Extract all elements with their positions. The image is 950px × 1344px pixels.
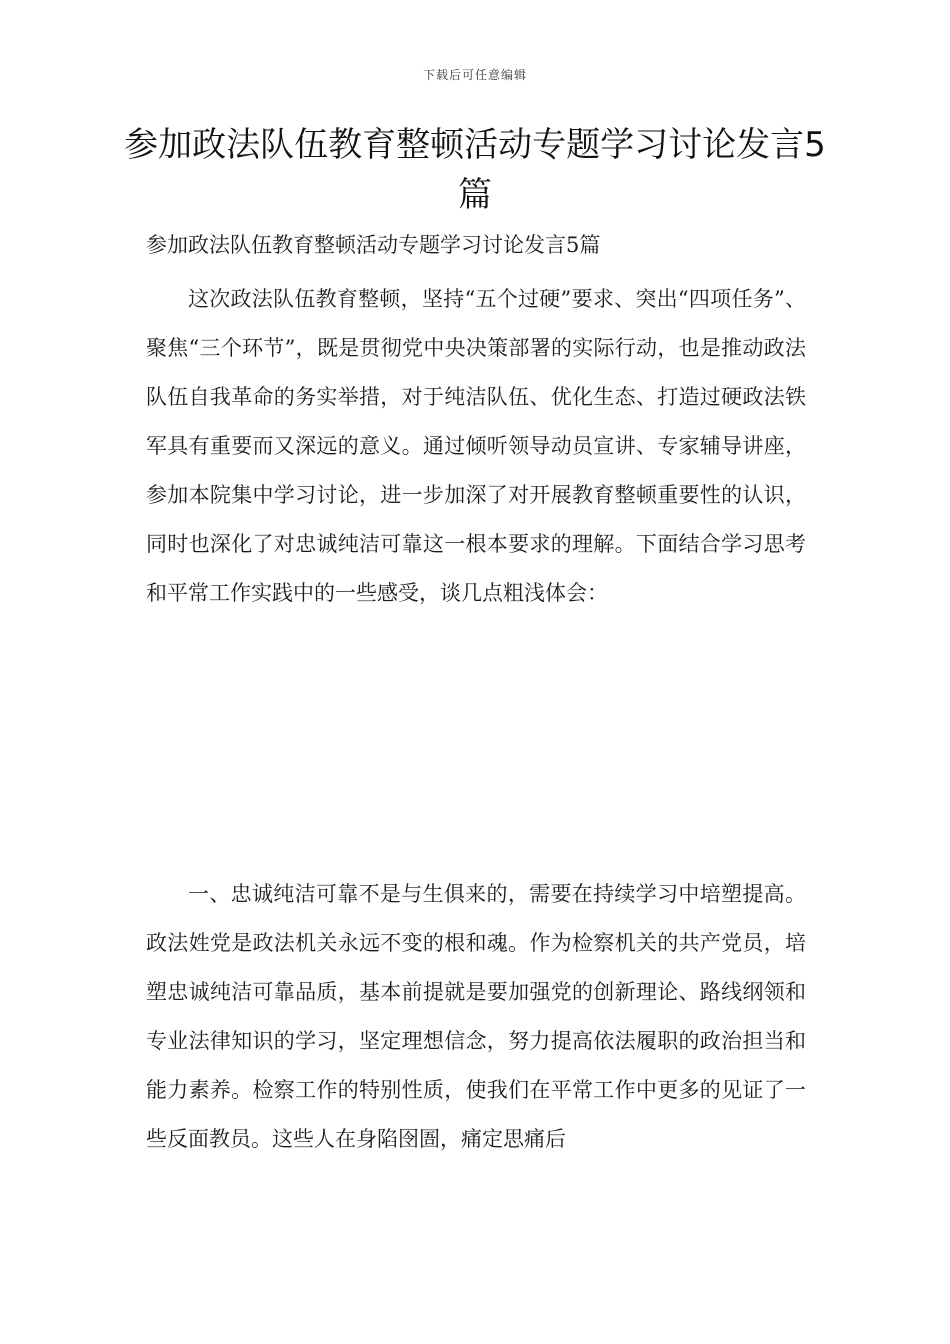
document-subtitle: 参加政法队伍教育整顿活动专题学习讨论发言5篇 bbox=[146, 233, 601, 257]
body-paragraph-intro: 这次政法队伍教育整顿，坚持“五个过硬”要求、突出“四项任务”、聚焦“三个环节”，既是贯彻党中央决策部署的实际行动，也是推动政法队伍自我革命的务实举措，对于纯洁队伍、优化生态、打造过硬政法铁军具有重要而又深远的意义。通过倾听领导动员宣讲、专家辅导讲座，参加本院集中学习讨论，进一步加深了对开展教育整顿重要性的认识，同时也深化了对忠诚纯洁可靠这一根本要求的理解。下面结合学习思考和平常工作实践中的一些感受，谈几点粗浅体会： bbox=[146, 287, 806, 605]
document-title: 参加政法队伍教育整顿活动专题学习讨论发言5篇 bbox=[124, 125, 826, 215]
body-paragraph-section-one: 一、忠诚纯洁可靠不是与生俱来的，需要在持续学习中培塑提高。政法姓党是政法机关永远不变的根和魂。作为检察机关的共产党员，培塑忠诚纯洁可靠品质，基本前提就是要加强党的创新理论、路线纲领和专业法律知识的学习，坚定理想信念，努力提高依法履职的政治担当和能力素养。检察工作的特别性质，使我们在平常工作中更多的见证了一些反面教员。这些人在身陷囹圄，痛定思痛后 bbox=[146, 882, 806, 1151]
header-note: 下载后可任意编辑 bbox=[422, 68, 527, 82]
